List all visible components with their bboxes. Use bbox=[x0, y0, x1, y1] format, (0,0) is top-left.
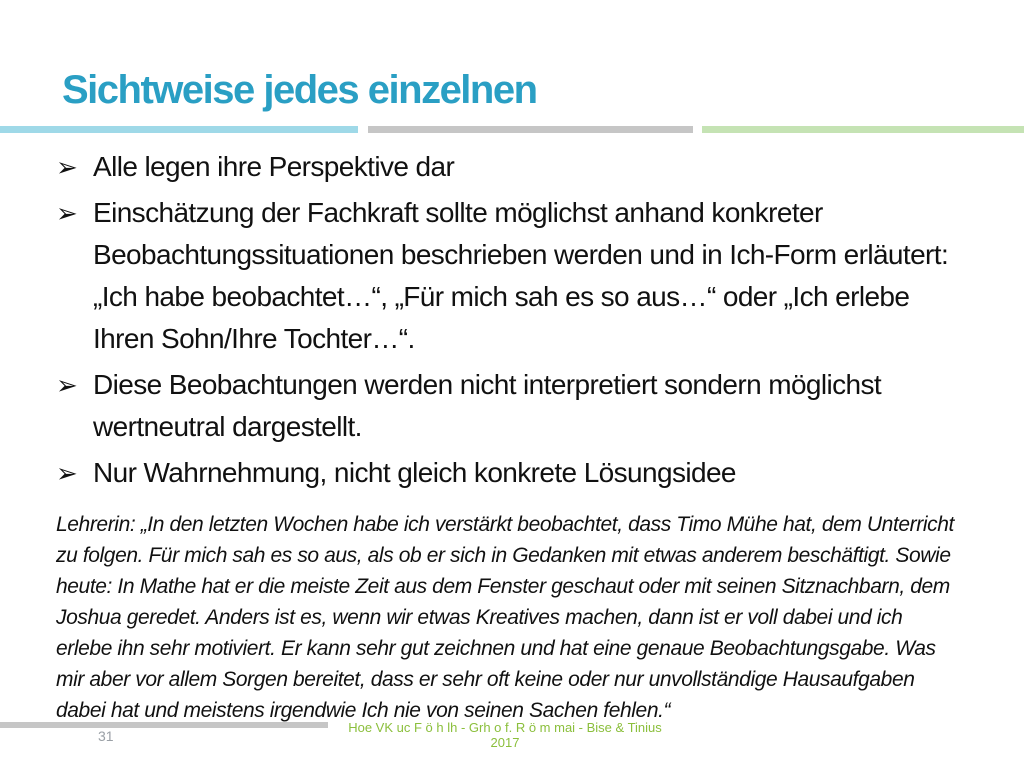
bullet-text: Nur Wahrnehmung, nicht gleich konkrete Lösungsidee bbox=[93, 457, 736, 488]
footer-credit: Hoe VK uc F ö h lh - Grh o f. R ö m mai - Bise & Tinius 2017 bbox=[348, 720, 662, 750]
slide-title: Sichtweise jedes einzelnen bbox=[62, 68, 537, 112]
bullet-list bbox=[56, 146, 956, 498]
teacher-quote: Lehrerin: „In den letzten Wochen habe ich verstärkt beobachtet, dass Timo Mühe hat, dem Unterricht zu folgen. Für mich sah es so aus, als ob er sich in Gedanken mit etwas anderem beschäftigt. Sowie heute: In Mathe hat er die meiste Zeit aus dem Fenster geschaut oder mit seinen Sitznachbarn, dem Joshua geredet. Anders ist es, wenn wir etwas Kreatives machen, dann ist er voll dabei und ich erlebe ihn sehr motiviert. Er kann sehr gut zeichnen und hat eine genaue Beobachtungsgabe. Was mir aber vor allem Sorgen bereitet, dass er sehr oft keine oder nur unvollständige Hausaufgaben dabei hat und meistens irgendwie Ich nie von seinen Sachen fehlen.“ bbox=[56, 513, 954, 722]
bullet-text: Diese Beobachtungen werden nicht interpretiert sondern möglichst wertneutral dargestellt. bbox=[93, 369, 882, 442]
arrow-bullet-icon: ➢ bbox=[56, 198, 78, 228]
bullet-item bbox=[56, 364, 956, 448]
bullet-item bbox=[56, 146, 956, 188]
divider-cyan bbox=[0, 126, 358, 133]
bullet-text: Alle legen ihre Perspektive dar bbox=[93, 151, 455, 182]
bullet-item bbox=[56, 192, 956, 360]
bullet-item bbox=[56, 452, 956, 494]
bullet-text: Einschätzung der Fachkraft sollte möglichst anhand konkreter Beobachtungssituationen beschrieben werden und in Ich-Form erläutert: „Ich habe beobachtet…“, „Für mich sah es so aus…“ oder „Ich erlebe Ihren Sohn/Ihre Tochter…“. bbox=[93, 197, 949, 354]
divider-green bbox=[702, 126, 1024, 133]
arrow-bullet-icon: ➢ bbox=[56, 370, 78, 400]
arrow-bullet-icon: ➢ bbox=[56, 458, 78, 488]
divider-gray bbox=[368, 126, 693, 133]
arrow-bullet-icon: ➢ bbox=[56, 152, 78, 182]
page-number: 31 bbox=[98, 728, 114, 744]
footer-bar bbox=[0, 722, 328, 728]
